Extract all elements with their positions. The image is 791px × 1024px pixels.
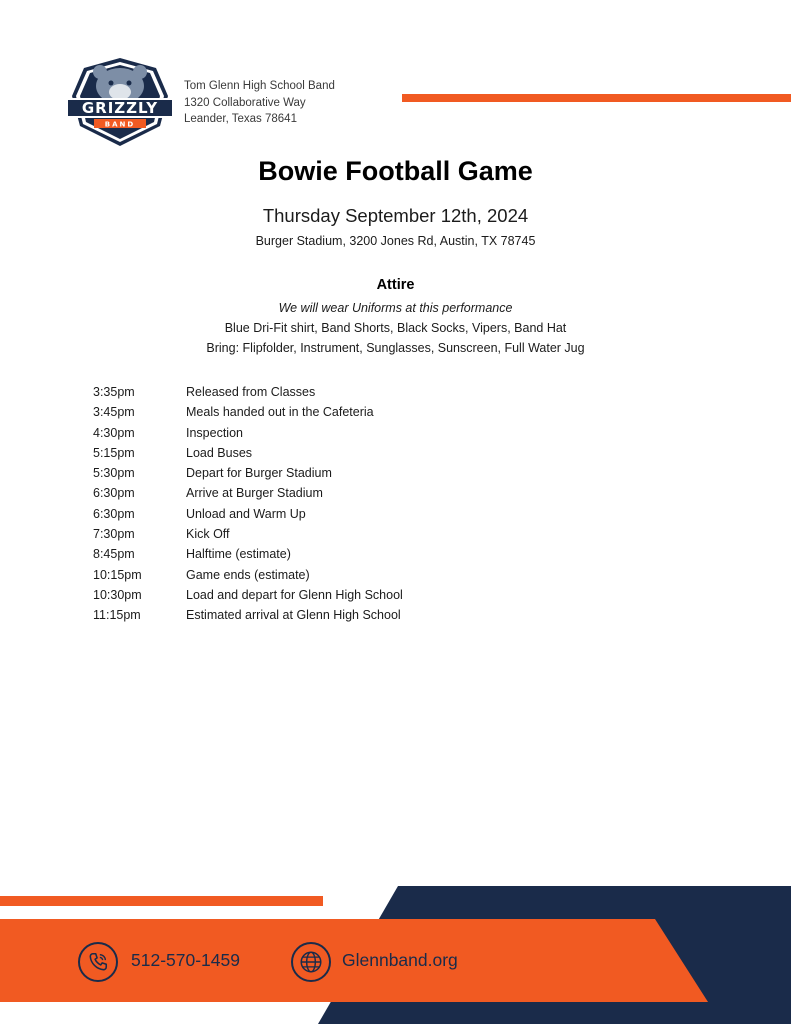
- schedule-row: [93, 402, 653, 422]
- schedule-row: [93, 585, 653, 605]
- event-venue: Burger Stadium, 3200 Jones Rd, Austin, TX 78745: [255, 234, 536, 248]
- org-address-line2: Leander, Texas 78641: [184, 113, 297, 125]
- schedule-event: Halftime (estimate): [186, 547, 291, 562]
- schedule-row: [93, 605, 653, 625]
- org-name: Tom Glenn High School Band: [184, 80, 335, 92]
- schedule-row: [93, 423, 653, 443]
- schedule-time: 6:30pm: [93, 486, 135, 501]
- schedule-row: [93, 504, 653, 524]
- schedule-row: [93, 483, 653, 503]
- schedule-event: Arrive at Burger Stadium: [186, 486, 323, 501]
- schedule-event: Load Buses: [186, 445, 253, 460]
- schedule-row: [93, 463, 653, 483]
- schedule-time: 3:45pm: [93, 405, 135, 420]
- event-title: Bowie Football Game: [258, 156, 533, 186]
- schedule-time: 3:35pm: [93, 385, 135, 399]
- schedule-row: [93, 382, 653, 402]
- schedule-row: [93, 565, 653, 585]
- logo-subtext: BAND: [104, 120, 136, 129]
- schedule-event: Meals handed out in the Cafeteria: [186, 405, 374, 420]
- logo-text: GRIZZLY: [81, 99, 159, 117]
- schedule-event: Inspection: [186, 425, 243, 440]
- schedule-time: 8:45pm: [93, 547, 135, 562]
- schedule-time: 5:15pm: [93, 445, 135, 460]
- schedule-event: Estimated arrival at Glenn High School: [186, 608, 401, 623]
- attire-heading: Attire: [376, 277, 415, 293]
- schedule-event: Released from Classes: [186, 385, 316, 399]
- attire-uniform: Blue Dri-Fit shirt, Band Shorts, Black Socks, Vipers, Band Hat: [224, 321, 567, 335]
- schedule-time: 10:15pm: [93, 567, 142, 582]
- grizzly-band-logo: [64, 56, 176, 148]
- website-link[interactable]: Glennband.org: [342, 950, 458, 970]
- schedule-time: 6:30pm: [93, 506, 135, 521]
- schedule-row: [93, 443, 653, 463]
- globe-icon: [291, 942, 331, 982]
- schedule-event: Depart for Burger Stadium: [186, 466, 332, 481]
- attire-bring-list: Bring: Flipfolder, Instrument, Sunglasses, Sunscreen, Full Water Jug: [206, 341, 585, 355]
- event-date: Thursday September 12th, 2024: [262, 205, 529, 226]
- schedule-row: [93, 544, 653, 564]
- schedule-list: [93, 382, 653, 626]
- phone-number[interactable]: 512-570-1459: [131, 950, 240, 970]
- schedule-event: Game ends (estimate): [186, 567, 310, 582]
- schedule-time: 10:30pm: [93, 587, 142, 602]
- schedule-row: [93, 524, 653, 544]
- schedule-event: Kick Off: [186, 527, 230, 542]
- schedule-event: Unload and Warm Up: [186, 506, 306, 521]
- schedule-event: Load and depart for Glenn High School: [186, 587, 403, 602]
- schedule-time: 7:30pm: [93, 527, 135, 542]
- schedule-time: 11:15pm: [93, 608, 141, 623]
- organization-info: [184, 78, 335, 128]
- schedule-time: 5:30pm: [93, 466, 135, 481]
- schedule-time: 4:30pm: [93, 425, 135, 440]
- header-accent-bar: [402, 94, 791, 102]
- attire-note: We will wear Uniforms at this performance: [278, 301, 513, 315]
- org-address-line1: 1320 Collaborative Way: [184, 96, 306, 109]
- phone-icon: [78, 942, 118, 982]
